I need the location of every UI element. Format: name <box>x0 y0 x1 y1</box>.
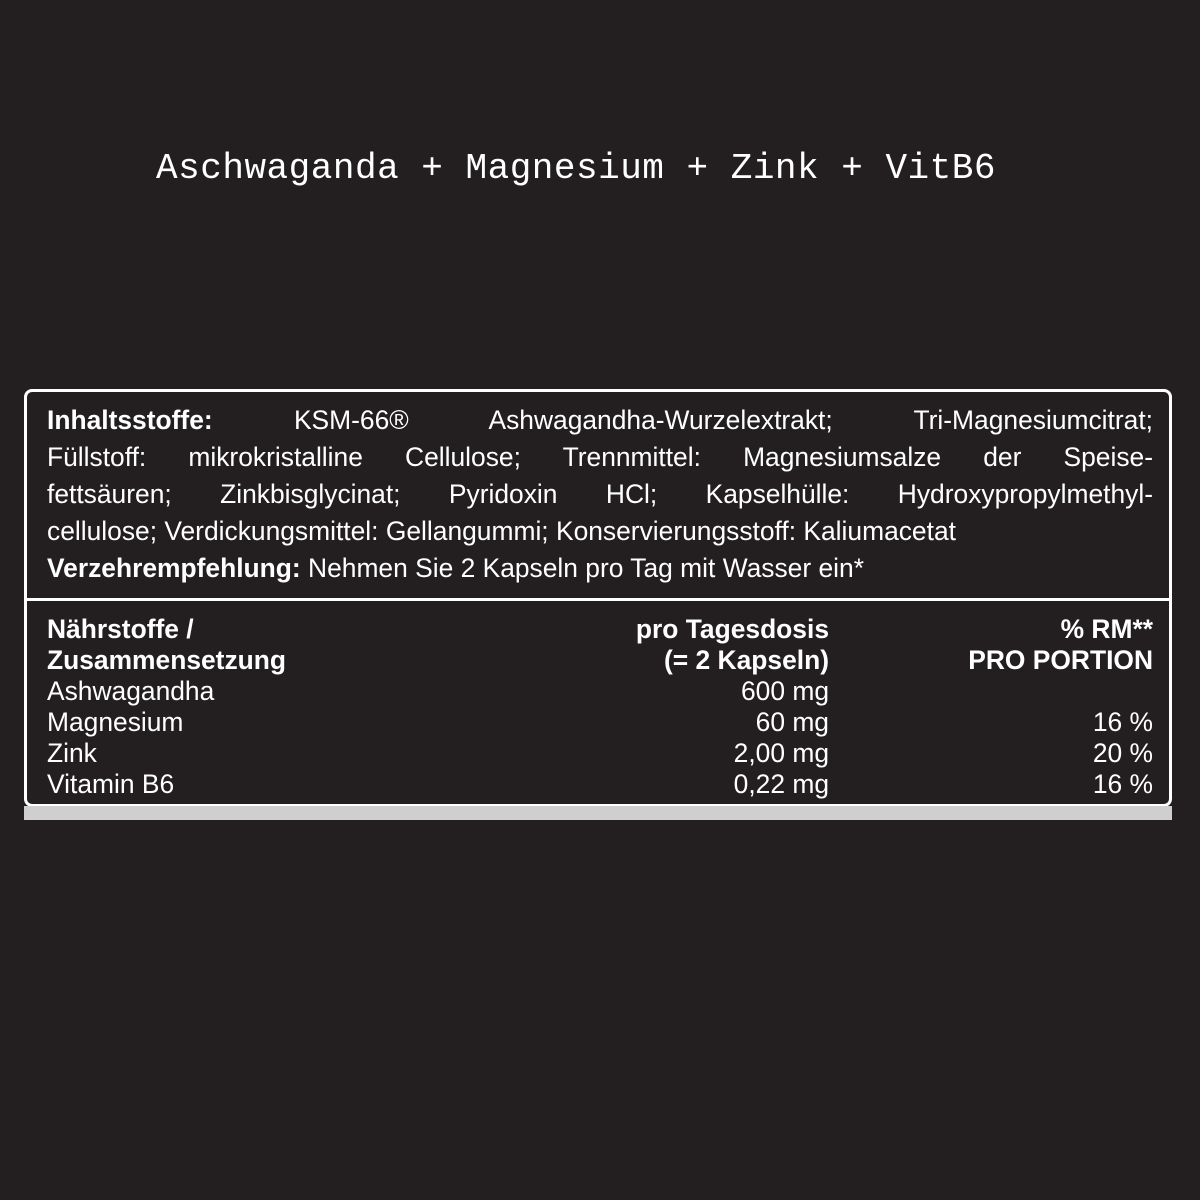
nutrient-name: Magnesium <box>47 707 184 737</box>
nutrient-name: Vitamin B6 <box>47 769 175 799</box>
ingredients-line <box>47 402 1153 439</box>
nutrition-table <box>47 614 1153 800</box>
nutrient-amount: 0,22 mg <box>733 769 829 799</box>
label-bottom-edge <box>24 806 1172 820</box>
ingredients-line: fettsäuren; Zinkbisglycinat; Pyridoxin HCl; Kapselhülle: Hydroxypropylmethyl- <box>47 479 1153 509</box>
nutrient-amount: 600 mg <box>740 676 829 706</box>
table-row <box>47 676 1153 707</box>
ingredients-line: Füllstoff: mikrokristalline Cellulose; Trennmittel: Magnesiumsalze der Speise- <box>47 442 1153 472</box>
header-reference-intake: % RM** <box>1060 614 1153 644</box>
nutrient-amount: 2,00 mg <box>733 738 829 768</box>
nutrient-percent: 16 % <box>1092 707 1153 737</box>
ingredients-text: KSM-66® Ashwagandha-Wurzelextrakt; Tri-Magnesiumcitrat; <box>293 405 1153 435</box>
table-row <box>47 738 1153 769</box>
header-per-portion: PRO PORTION <box>968 645 1153 675</box>
table-row <box>47 707 1153 738</box>
product-headline: Aschwaganda + Magnesium + Zink + VitB6 <box>156 148 996 189</box>
nutrient-name: Zink <box>47 738 97 768</box>
nutrient-percent: 20 % <box>1092 738 1153 768</box>
table-row <box>47 769 1153 800</box>
recommendation-text: Nehmen Sie 2 Kapseln pro Tag mit Wasser ein* <box>308 553 864 583</box>
recommendation-line <box>47 550 1153 587</box>
header-nutrients: Nährstoffe / <box>47 614 194 644</box>
table-header-row <box>47 645 1153 676</box>
recommendation-label: Verzehrempfehlung: <box>47 553 301 583</box>
section-divider <box>27 598 1169 601</box>
ingredients-line: cellulose; Verdickungsmittel: Gellangummi; Konservierungsstoff: Kaliumacetat <box>47 516 956 546</box>
header-composition: Zusammensetzung <box>47 645 287 675</box>
ingredients-label: Inhaltsstoffe: <box>47 405 213 435</box>
nutrient-percent: 16 % <box>1092 769 1153 799</box>
nutrition-label <box>24 389 1172 807</box>
header-daily-dose: pro Tagesdosis <box>635 614 829 644</box>
ingredients-block <box>47 402 1153 587</box>
header-capsules: (= 2 Kapseln) <box>664 645 829 675</box>
nutrient-name: Ashwagandha <box>47 676 215 706</box>
nutrient-amount: 60 mg <box>755 707 829 737</box>
table-header-row <box>47 614 1153 645</box>
